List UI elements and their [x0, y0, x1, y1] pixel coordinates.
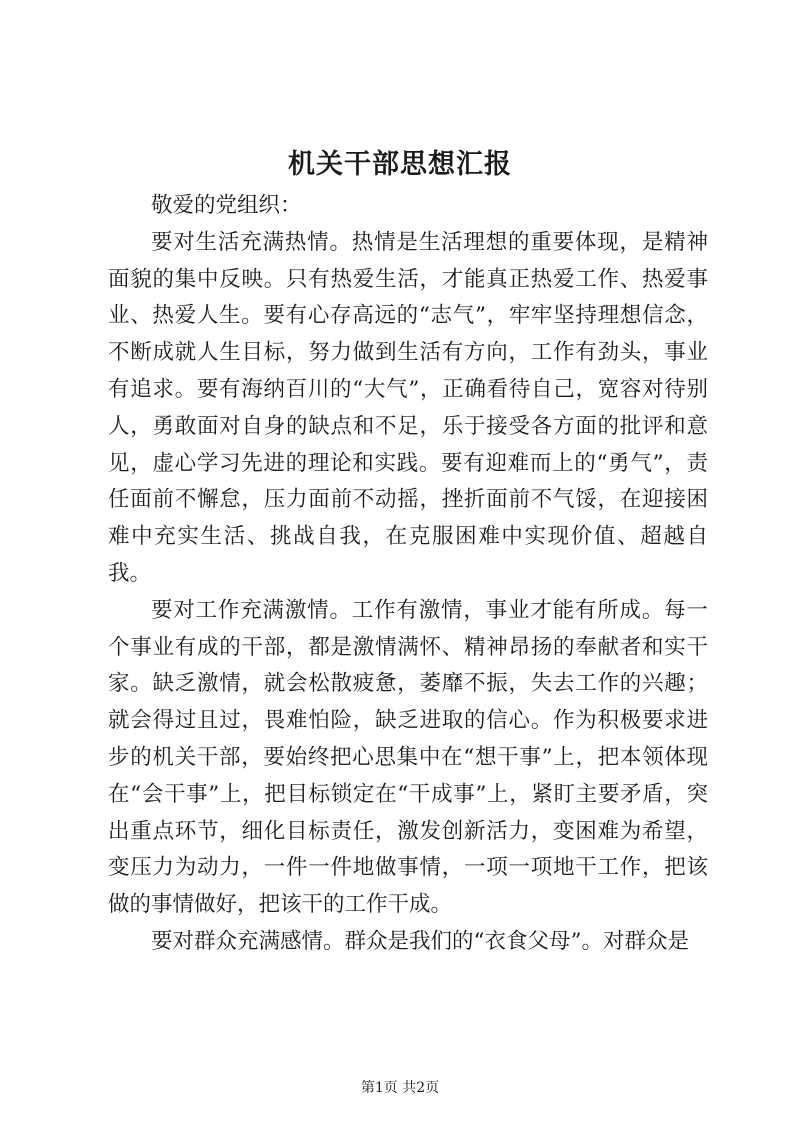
paragraph-life-passion: 要对生活充满热情。热情是生活理想的重要体现，是精神面貌的集中反映。只有热爱生活，才能真正热爱工作、热爱事业、热爱人生。要有心存高远的“志气”，牢牢坚持理想信念，不断成就人生目标，努力做到生活有方向，工作有劲头，事业有追求。要有海纳百川的“大气”，正确看待自己，宽容对待别人，勇敢面对自身的缺点和不足，乐于接受各方面的批评和意见，虚心学习先进的理论和实践。要有迎难而上的“勇气”，责任面前不懈怠，压力面前不动摇，挫折面前不气馁，在迎接困难中充实生活、挑战自我，在克服困难中实现价值、超越自我。	[108, 229, 708, 586]
page-footer: 第1页 共2页	[360, 1080, 440, 1096]
salutation: 敬爱的党组织：	[151, 193, 302, 218]
paragraph-masses-feeling: 要对群众充满感情。群众是我们的“衣食父母”。对群众是	[151, 928, 689, 954]
paragraph-work-passion: 要对工作充满激情。工作有激情，事业才能有所成。每一个事业有成的干部，都是激情满怀、精神昂扬的奉献者和实干家。缺乏激情，就会松散疲惫，萎靡不振，失去工作的兴趣；就会得过且过，畏难怕险，缺乏进取的信心。作为积极要求进步的机关干部，要始终把心思集中在“想干事”上，把本领体现在“会干事”上，把目标锁定在“干成事”上，紧盯主要矛盾，突出重点环节，细化目标责任，激发创新活力，变困难为希望，变压力为动力，一件一件地做事情，一项一项地干工作，把该做的事情做好，把该干的工作干成。	[108, 597, 708, 918]
document-body	[108, 188, 708, 961]
document-title: 机关干部思想汇报	[288, 149, 512, 180]
